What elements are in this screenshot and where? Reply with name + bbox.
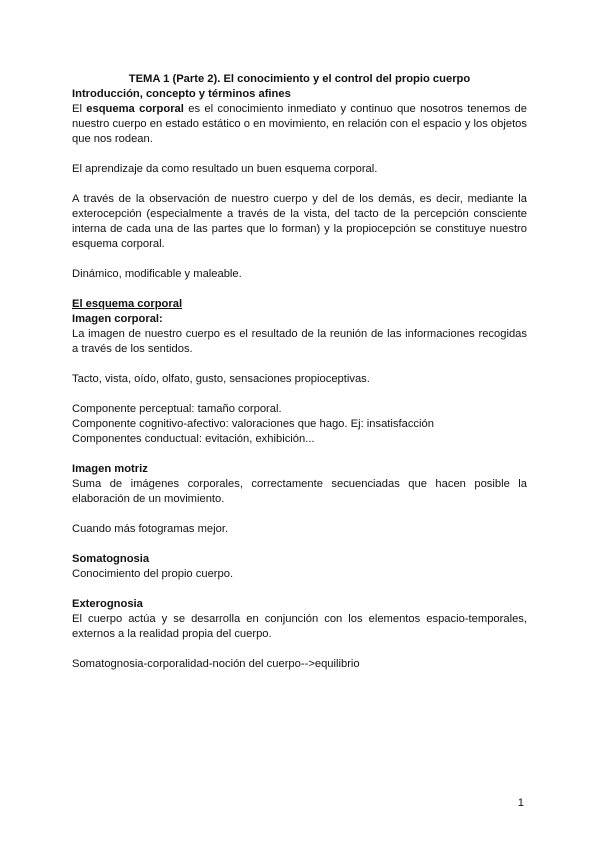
- paragraph-sentidos: Tacto, vista, oído, olfato, gusto, sensaciones propioceptivas.: [72, 373, 370, 385]
- subheading-exterognosia: Exterognosia: [72, 598, 143, 610]
- document-title: TEMA 1 (Parte 2). El conocimiento y el control del propio cuerpo: [128, 73, 471, 85]
- component-conductual: Componentes conductual: evitación, exhibición...: [72, 433, 315, 445]
- subheading-imagen-corporal: Imagen corporal:: [72, 313, 163, 325]
- paragraph-equilibrio: Somatognosia-corporalidad-noción del cuerpo-->equilibrio: [72, 658, 360, 670]
- document-page: [72, 72, 527, 672]
- paragraph-esquema-definicion: [72, 102, 527, 147]
- paragraph-dinamico: Dinámico, modificable y maleable.: [72, 268, 242, 280]
- paragraph-imagen-motriz: Suma de imágenes corporales, correctamente secuenciadas que hacen posible la elaboración de un movimiento.: [72, 478, 527, 505]
- paragraph-imagen-cuerpo: La imagen de nuestro cuerpo es el resultado de la reunión de las informaciones recogidas a través de los sentidos.: [72, 328, 527, 355]
- subheading-somatognosia: Somatognosia: [72, 553, 150, 565]
- paragraph-text: es el conocimiento inmediato y continuo que nosotros tenemos de nuestro cuerpo en estado estático o en movimiento, en relación con el espacio y los objetos que nos rodean.: [72, 103, 527, 145]
- section-heading-introduccion: Introducción, concepto y términos afines: [72, 88, 291, 100]
- page-number: 1: [517, 797, 524, 809]
- subheading-imagen-motriz: Imagen motriz: [72, 463, 148, 475]
- section-heading-esquema-corporal: El esquema corporal: [72, 298, 183, 310]
- component-cognitivo: Componente cognitivo-afectivo: valoraciones que hago. Ej: insatisfacción: [72, 418, 434, 430]
- paragraph-aprendizaje: El aprendizaje da como resultado un buen esquema corporal.: [72, 163, 378, 175]
- paragraph-text: El: [72, 103, 87, 115]
- paragraph-exterognosia: El cuerpo actúa y se desarrolla en conjunción con los elementos espacio-temporales, externos a la realidad propia del cuerpo.: [72, 613, 527, 640]
- bold-term: esquema corporal: [86, 103, 184, 115]
- paragraph-somatognosia: Conocimiento del propio cuerpo.: [72, 568, 234, 580]
- paragraph-observacion: A través de la observación de nuestro cuerpo y del de los demás, es decir, mediante la exterocepción (especialmente a través de la vista, del tacto de la percepción consciente interna de cada una de las partes que lo forman) y la propiocepción se constituye nuestro esquema corporal.: [72, 193, 527, 250]
- component-perceptual: Componente perceptual: tamaño corporal.: [72, 403, 282, 415]
- paragraph-fotogramas: Cuando más fotogramas mejor.: [72, 523, 229, 535]
